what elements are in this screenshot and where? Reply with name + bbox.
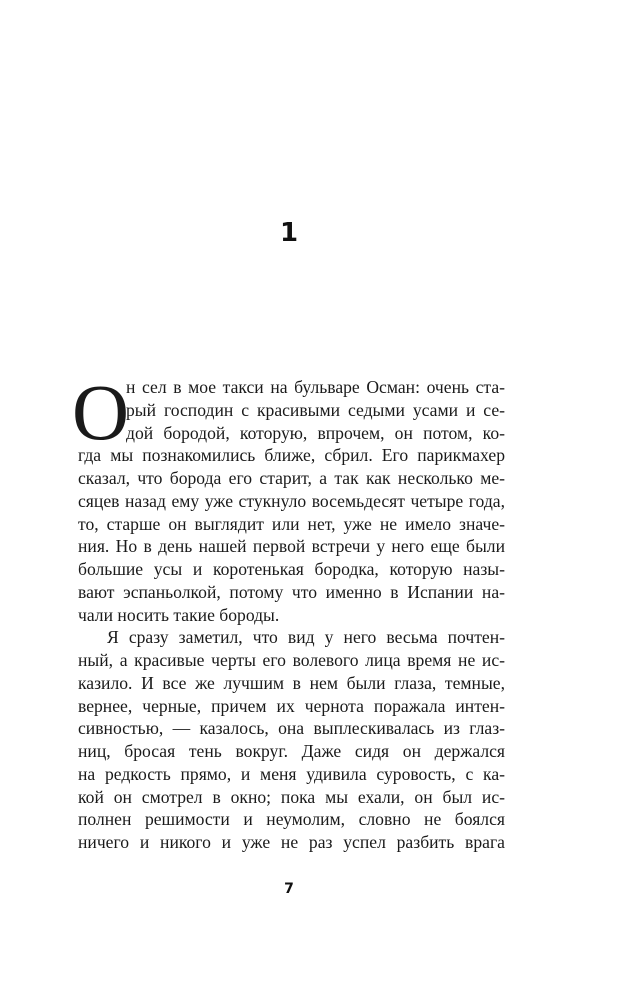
body-text: [72, 370, 505, 854]
text-line: Я сразу заметил, что вид у него весьма почтен-: [107, 627, 505, 648]
drop-cap: О: [72, 370, 130, 457]
text-line: казило. И все же лучшим в нем были глаза, темные,: [78, 672, 505, 693]
text-line: н сел в мое такси на бульваре Осман: очень ста-: [126, 377, 505, 397]
text-line: ничего и никого и уже не раз успел разбить врага: [78, 832, 505, 852]
paragraph-1: [78, 376, 505, 626]
chapter-number: 1: [279, 218, 299, 248]
text-line: ния. Но в день нашей первой встречи у него еще были: [78, 536, 505, 557]
text-line: вают эспаньолкой, потому что именно в Испании на-: [78, 581, 505, 602]
paragraph-2: [78, 626, 505, 854]
text-line: полнен решимости и неумолим, словно не боялся: [78, 809, 505, 830]
text-line: рый господин с красивыми седыми усами и се-: [126, 399, 505, 420]
text-line: сяцев назад ему уже стукнуло восемьдесят четыре года,: [78, 490, 505, 511]
text-line: дой бородой, которую, впрочем, он потом, ко-: [126, 422, 505, 443]
text-line: то, старше он выглядит или нет, уже не имело значе-: [78, 513, 505, 534]
text-line: сказал, что борода его старит, а так как несколько ме-: [78, 468, 505, 488]
text-line: гда мы познакомились ближе, сбрил. Его парикмахер: [78, 445, 505, 466]
text-line: сивностью, — казалось, она выплескивалась из глаз-: [78, 718, 505, 739]
text-line: большие усы и коротенькая бородка, которую назы-: [78, 559, 505, 579]
text-line: ный, а красивые черты его волевого лица время не ис-: [78, 650, 505, 670]
text-line: кой он смотрел в окно; пока мы ехали, он был ис-: [78, 786, 505, 807]
text-line: чали носить такие бороды.: [78, 604, 280, 625]
text-line: ниц, бросая тень вокруг. Даже сидя он держался: [78, 741, 505, 761]
text-line: на редкость прямо, и меня удивила суровость, с ка-: [78, 763, 505, 784]
page-number: 7: [284, 881, 294, 897]
text-line: вернее, черные, причем их чернота поражала интен-: [78, 695, 505, 716]
